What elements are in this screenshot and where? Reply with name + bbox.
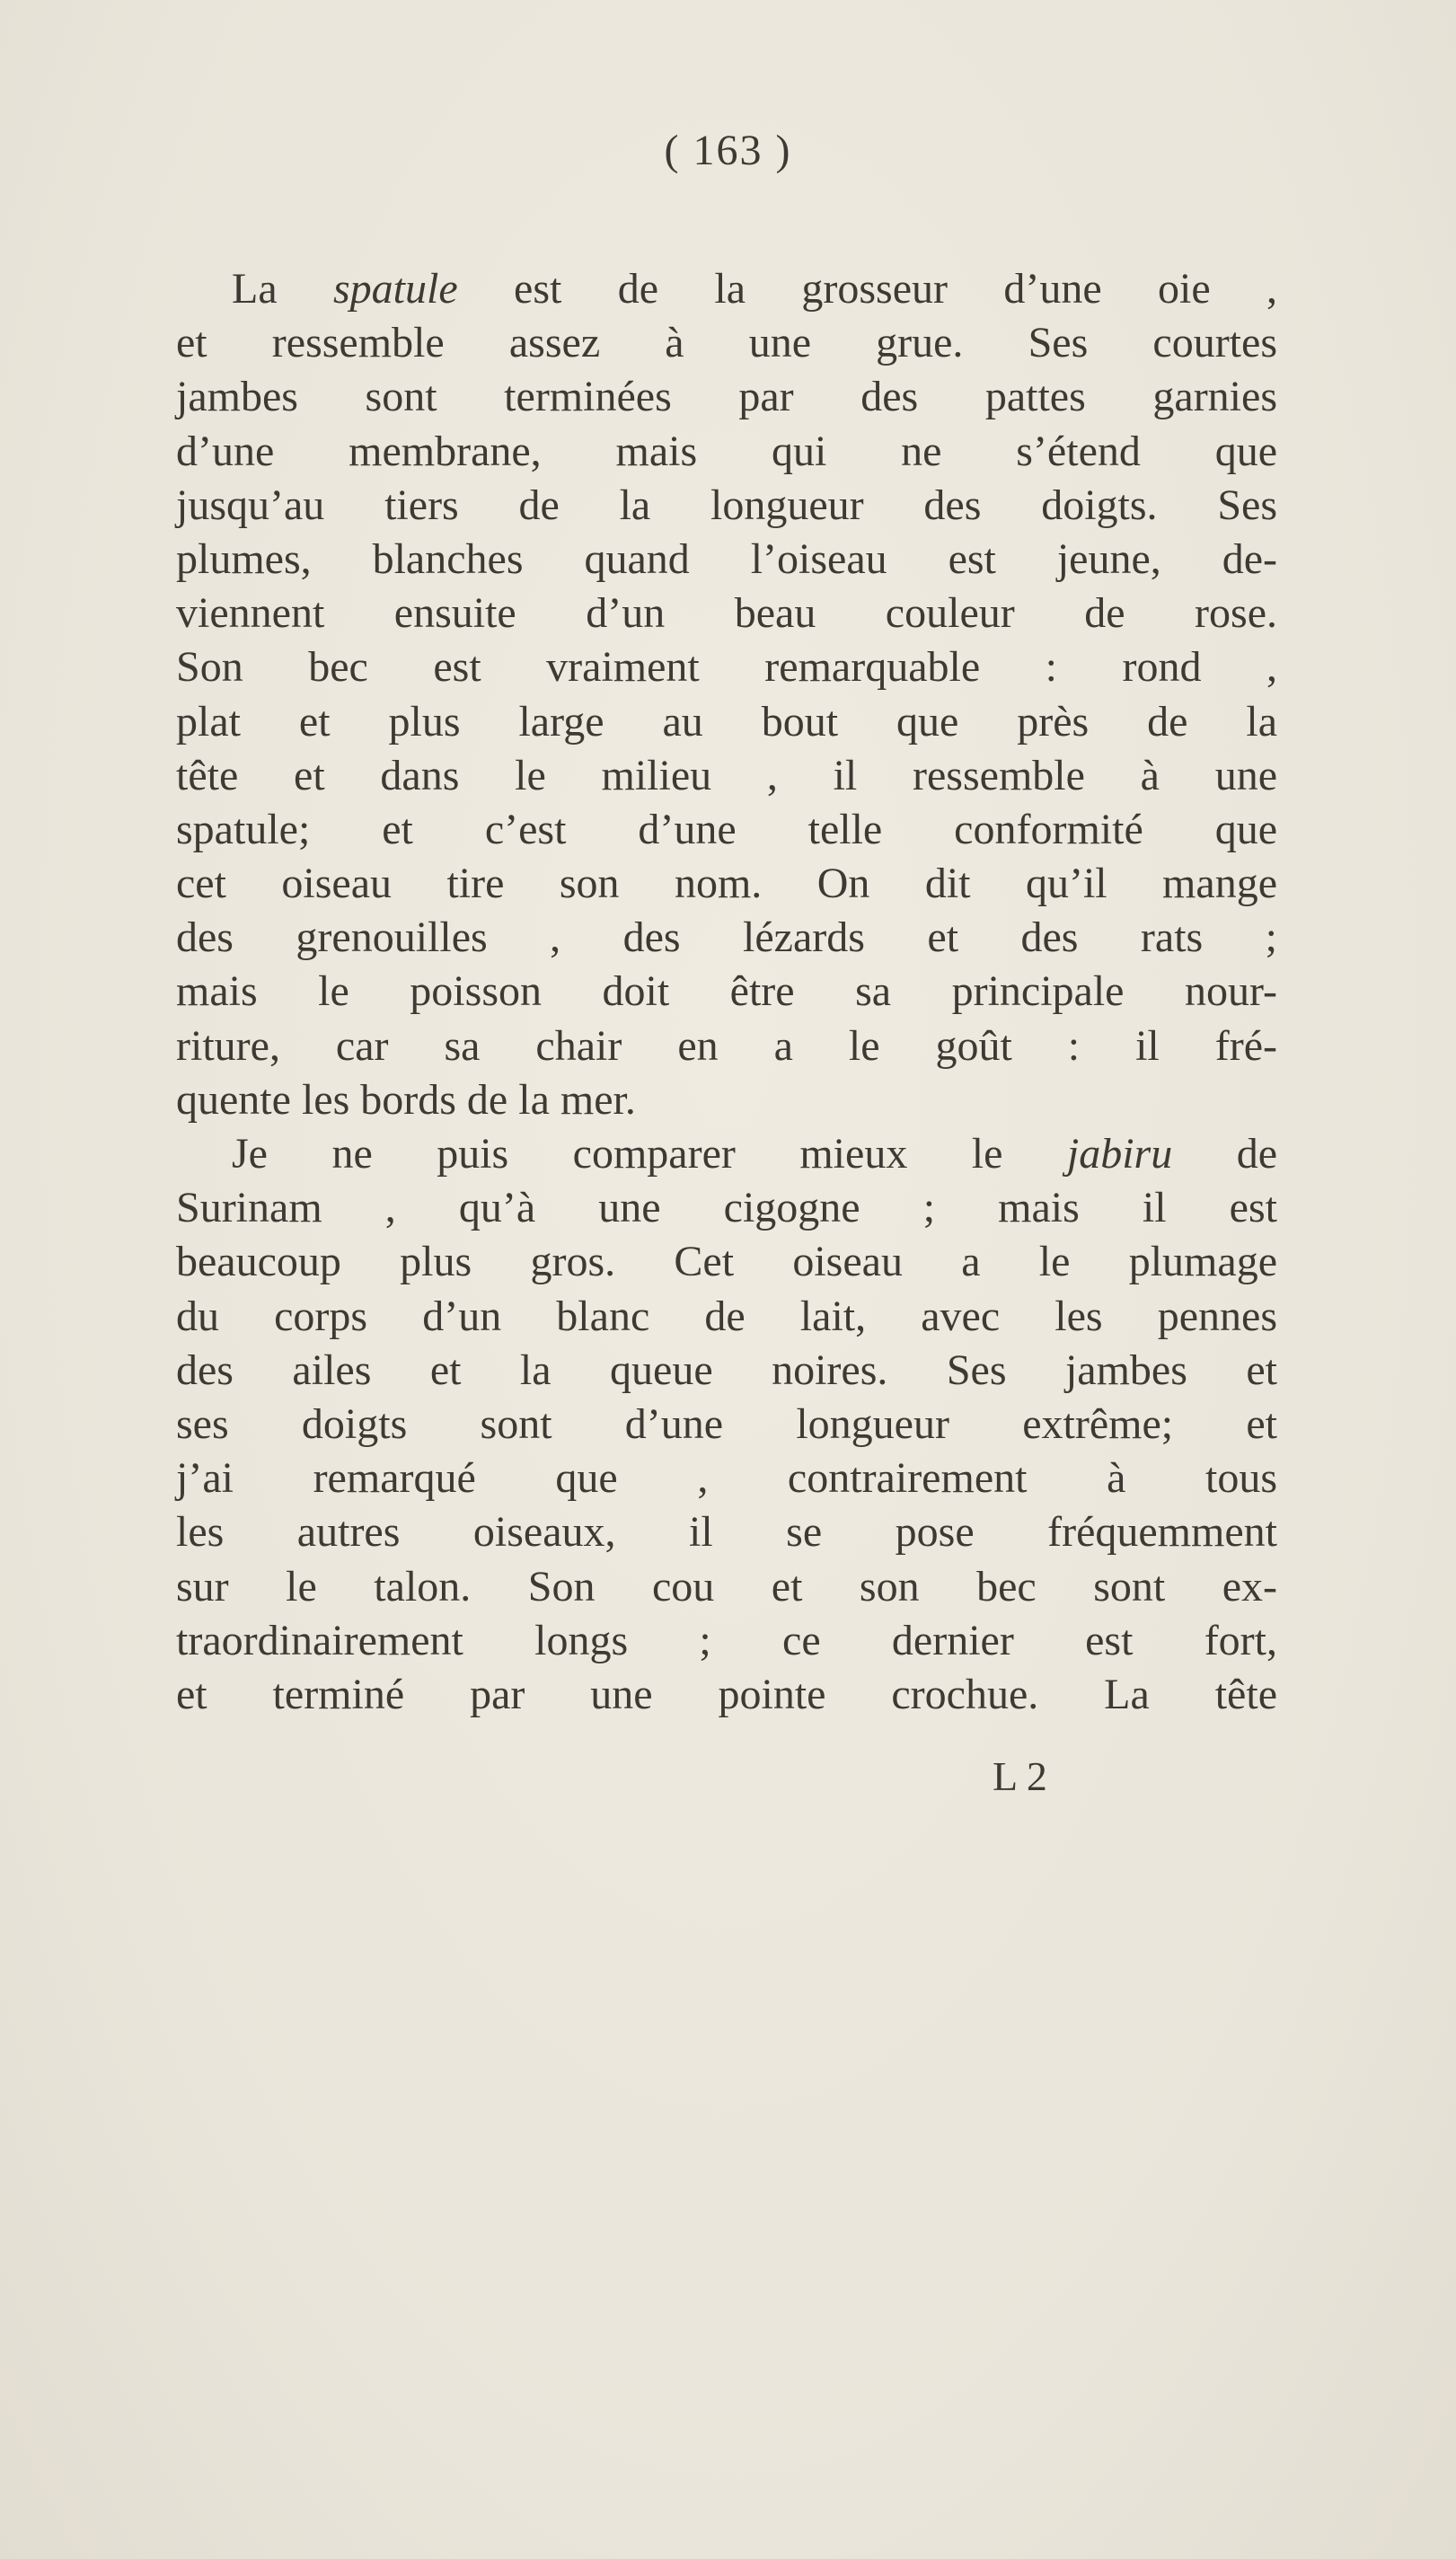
text-line: [176, 640, 1277, 694]
body-text: [176, 262, 1277, 1722]
line-text: Je ne puis comparer mieux le: [232, 1130, 1067, 1178]
line-text: les autres oiseaux, il se pose fréquemment: [176, 1508, 1277, 1557]
text-line: [176, 857, 1277, 911]
line-text: beaucoup plus gros. Cet oiseau a le plumage: [176, 1238, 1277, 1286]
text-line: [176, 370, 1277, 424]
text-line: [176, 1181, 1277, 1235]
text-line: [176, 1560, 1277, 1614]
line-text: ses doigts sont d’une longueur extrême; et: [176, 1399, 1277, 1448]
line-text: Surinam , qu’à une cigogne ; mais il est: [176, 1184, 1277, 1232]
italic-term: spatule: [333, 265, 458, 313]
line-text: jambes sont terminées par des pattes garnies: [176, 373, 1277, 421]
text-line: [176, 1452, 1277, 1505]
text-line: [176, 1127, 1277, 1181]
line-text: mais le poisson doit être sa principale nour-: [176, 967, 1277, 1016]
text-line: [176, 965, 1277, 1019]
text-line: [176, 695, 1277, 749]
text-line: [176, 1073, 1277, 1127]
page-number: ( 163 ): [664, 127, 792, 174]
text-line: [176, 587, 1277, 640]
text-line: [176, 1019, 1277, 1073]
text-line: [176, 1290, 1277, 1344]
italic-term: jabiru: [1066, 1130, 1173, 1178]
line-text: plumes, blanches quand l’oiseau est jeune, de-: [176, 534, 1277, 583]
text-line: [176, 1668, 1277, 1722]
line-text: tête et dans le milieu , il ressemble à une: [176, 751, 1277, 799]
line-text: spatule; et c’est d’une telle conformité que: [176, 805, 1277, 853]
line-text: Son bec est vraiment remarquable : rond ,: [176, 643, 1277, 692]
line-text: et ressemble assez à une grue. Ses courtes: [176, 319, 1277, 367]
line-text: riture, car sa chair en a le goût : il fré-: [176, 1021, 1277, 1070]
text-line: [176, 316, 1277, 370]
text-line: [176, 1344, 1277, 1398]
text-line: [176, 1505, 1277, 1559]
signature-mark: L 2: [993, 1753, 1047, 1799]
line-text: plat et plus large au bout que près de la: [176, 697, 1277, 746]
line-text: des ailes et la queue noires. Ses jambes et: [176, 1346, 1277, 1394]
line-text: de: [1172, 1130, 1277, 1178]
text-line: [176, 749, 1277, 803]
line-text: jusqu’au tiers de la longueur des doigts. Ses: [176, 481, 1277, 529]
line-text: La: [232, 265, 333, 313]
line-text: et terminé par une pointe crochue. La tête: [176, 1670, 1277, 1718]
line-text: cet oiseau tire son nom. On dit qu’il mange: [176, 860, 1277, 908]
text-line: [176, 479, 1277, 533]
line-text: viennent ensuite d’un beau couleur de rose.: [176, 589, 1277, 638]
line-text: quente les bords de la mer.: [176, 1075, 636, 1124]
text-line: [176, 262, 1277, 316]
line-text: sur le talon. Son cou et son bec sont ex-: [176, 1562, 1277, 1610]
text-line: [176, 1398, 1277, 1452]
line-text: du corps d’un blanc de lait, avec les pennes: [176, 1292, 1277, 1340]
text-line: [176, 911, 1277, 965]
line-text: d’une membrane, mais qui ne s’étend que: [176, 427, 1277, 475]
text-line: [176, 803, 1277, 857]
line-text: des grenouilles , des lézards et des rats ;: [176, 913, 1277, 962]
text-line: [176, 1235, 1277, 1289]
text-line: [176, 1614, 1277, 1668]
line-text: j’ai remarqué que , contrairement à tous: [176, 1454, 1277, 1503]
line-text: traordinairement longs ; ce dernier est fort,: [176, 1616, 1277, 1664]
text-line: [176, 533, 1277, 587]
text-line: [176, 425, 1277, 479]
line-text: est de la grosseur d’une oie ,: [457, 265, 1278, 313]
